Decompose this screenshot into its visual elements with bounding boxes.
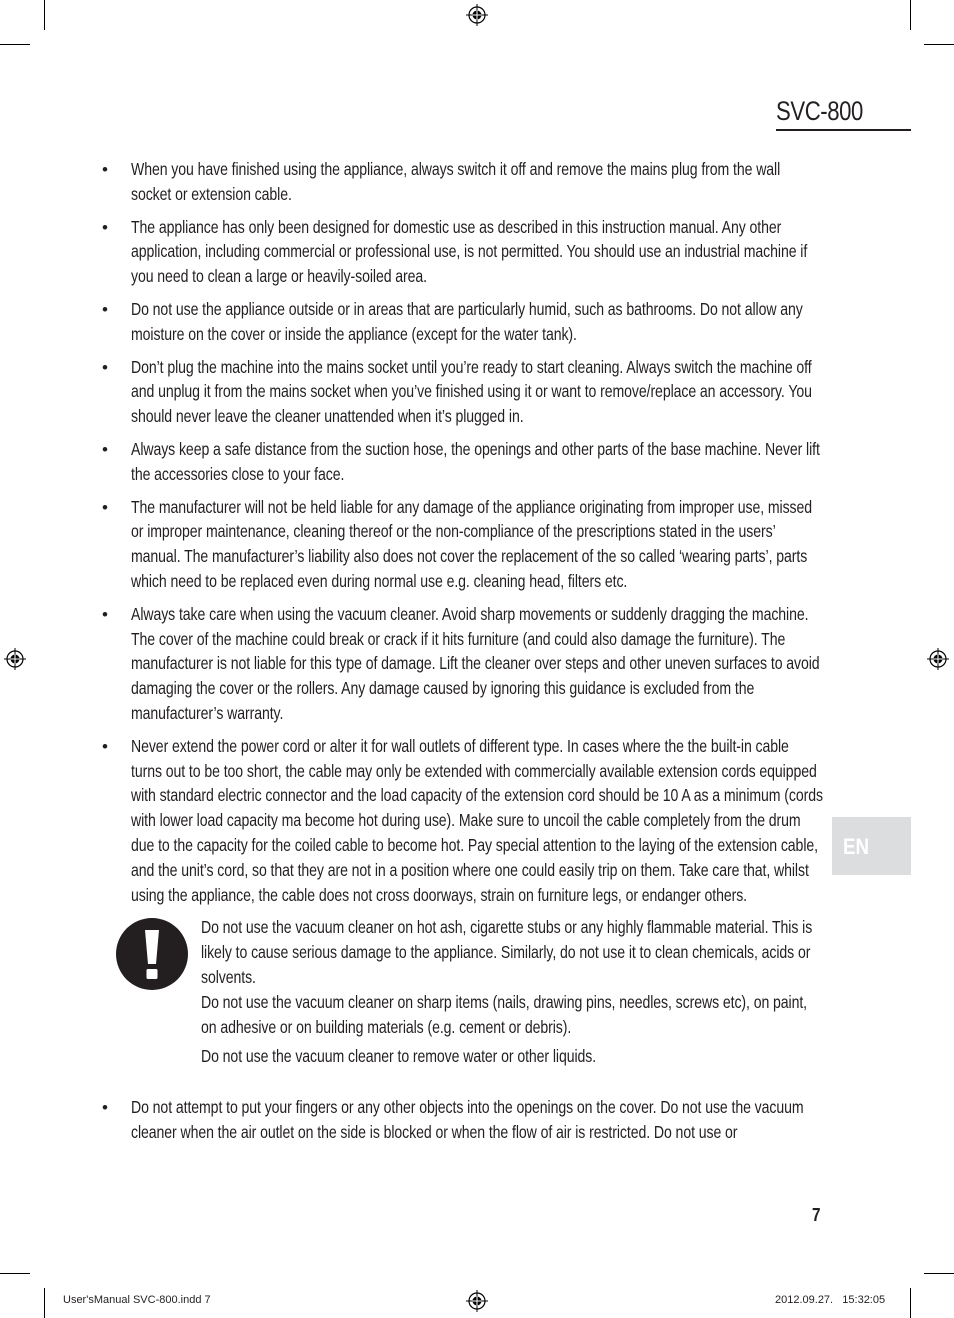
list-item-text: Always take care when using the vacuum cleaner. Avoid sharp movements or suddenly dragging the machine. The cover of the machine could break or crack if it hits furniture (and could also damage the furniture). The manufacturer is not liable for this type of damage. Lift the cleaner over steps and other uneven surfaces to avoid damaging the cover or the rollers. Any damage caused by ignoring this guidance is excluded from the manufacturer’s warranty.: [131, 603, 820, 723]
registration-mark-icon: [466, 1290, 488, 1312]
warning-block: [100, 915, 920, 1085]
list-item-text: Never extend the power cord or alter it for wall outlets of different type. In cases where the the built-in cable turns out to be too short, the cable may only be extended with commercially available extension cords equipped with standard electric connector and the load capacity of the extension cord should be 10 A as a minimum (cords with lower load capacity ma become hot during use). Make sure to uncoil the cable completely from the drum due to the capacity for the coiled cable to become hot. Pay special attention to the laying of the extension cable, and the unit’s cord, so that they are not in a position where one could easily trip on them. Take care that, whilst using the appliance, the cable does not cross doorways, strain on furniture legs, or endanger others.: [131, 735, 823, 905]
page-number: 7: [812, 1205, 821, 1225]
exclamation-icon: [115, 917, 189, 991]
instruction-list: [100, 157, 920, 1153]
crop-mark: [924, 44, 954, 45]
list-item: • The manufacturer will not be held liable for any damage of the appliance originating from improper use, missed or improper maintenance, cleaning thereof or the non-compliance of the prescriptions stated in the users’ manual. The manufacturer’s liability also does not cover the replacement of the so called ‘wearing parts’, parts which need to be replaced even during normal use e.g. cleaning head, filters etc.: [100, 495, 920, 594]
list-item-text: Don’t plug the machine into the mains socket until you’re ready to start cleaning. Always switch the machine off and unplug it from the mains socket when you’ve finished using it or want to remove/replace an accessory. You should never leave the cleaner unattended when it’s plugged in.: [131, 356, 812, 427]
list-item-text: The appliance has only been designed for domestic use as described in this instruction manual. Any other application, including commercial or professional use, is not permitted. You should use an industrial machine if you need to clean a large or heavily-soiled area.: [131, 216, 808, 287]
warning-text: [201, 915, 954, 1069]
list-item-text: The manufacturer will not be held liable for any damage of the appliance originating from improper use, missed or improper maintenance, cleaning thereof or the non-compliance of the prescriptions stated in the users’ manual. The manufacturer’s liability also does not cover the replacement of the so called ‘wearing parts’, parts which need to be replaced even during normal use e.g. cleaning head, filters etc.: [131, 496, 813, 591]
crop-mark: [0, 1273, 30, 1274]
language-label: EN: [843, 834, 869, 859]
warning-line: Do not use the vacuum cleaner on sharp items (nails, drawing pins, needles, screws etc), on paint, on adhesive or on building materials (e.g. cement or debris).: [201, 991, 808, 1037]
title-underline: [776, 129, 911, 131]
list-item-text: When you have finished using the appliance, always switch it off and remove the mains plug from the wall socket or extension cable.: [131, 159, 781, 204]
list-item: • When you have finished using the appliance, always switch it off and remove the mains plug from the wall socket or extension cable.: [100, 157, 920, 207]
list-item: • Don’t plug the machine into the mains socket until you’re ready to start cleaning. Always switch the machine off and unplug it from the mains socket when you’ve finished using it or want to remove/replace an accessory. You should never leave the cleaner unattended when it’s plugged in.: [100, 355, 920, 429]
list-item: • Never extend the power cord or alter it for wall outlets of different type. In cases where the the built-in cable turns out to be too short, the cable may only be extended with commercially available extension cords equipped with standard electric connector and the load capacity of the extension cord should be 10 A as a minimum (cords with lower load capacity ma become hot during use). Make sure to uncoil the cable completely from the drum due to the capacity for the coiled cable to become hot. Pay special attention to the laying of the extension cable, and the unit’s cord, so that they are not in a position where one could easily trip on them. Take care that, whilst using the appliance, the cable does not cross doorways, strain on furniture legs, or endanger others.: [100, 734, 920, 908]
list-item-text: Always keep a safe distance from the suction hose, the openings and other parts of the base machine. Never lift the accessories close to your face.: [131, 438, 820, 484]
crop-mark: [910, 1288, 911, 1318]
crop-mark: [0, 44, 30, 45]
warning-line: Do not use the vacuum cleaner to remove water or other liquids.: [201, 1046, 597, 1067]
list-item: • Do not use the appliance outside or in areas that are particularly humid, such as bathrooms. Do not allow any moisture on the cover or inside the appliance (except for the water tank).: [100, 297, 920, 347]
registration-mark-icon: [927, 648, 949, 670]
list-item: • Do not attempt to put your fingers or any other objects into the openings on the cover. Do not use the vacuum cleaner when the air outlet on the side is blocked or when the flow of air is restricted. Do not use or: [100, 1095, 920, 1145]
list-item: • The appliance has only been designed for domestic use as described in this instruction manual. Any other application, including commercial or professional use, is not permitted. You should use an industrial machine if you need to clean a large or heavily-soiled area.: [100, 215, 920, 289]
crop-mark: [910, 0, 911, 30]
list-item: • Always keep a safe distance from the suction hose, the openings and other parts of the base machine. Never lift the accessories close to your face.: [100, 437, 920, 487]
warning-line: Do not use the vacuum cleaner on hot ash, cigarette stubs or any highly flammable material. This is likely to cause serious damage to the appliance. Similarly, do not use it to clean chemicals, acids or solvents.: [201, 917, 813, 987]
crop-mark: [924, 1273, 954, 1274]
footer-datetime: 2012.09.27. 15:32:05: [775, 1294, 886, 1306]
registration-mark-icon: [466, 4, 488, 26]
registration-mark-icon: [4, 648, 26, 670]
model-title: SVC-800: [776, 96, 863, 126]
crop-mark: [44, 0, 45, 30]
list-item-text: Do not use the appliance outside or in areas that are particularly humid, such as bathrooms. Do not allow any moisture on the cover or inside the appliance (except for the water tank).: [131, 298, 803, 344]
list-item: • Always take care when using the vacuum cleaner. Avoid sharp movements or suddenly dragging the machine. The cover of the machine could break or crack if it hits furniture (and could also damage the furniture). The manufacturer is not liable for this type of damage. Lift the cleaner over steps and other uneven surfaces to avoid damaging the cover or the rollers. Any damage caused by ignoring this guidance is excluded from the manufacturer’s warranty.: [100, 602, 920, 726]
footer-filename: User'sManual SVC-800.indd 7: [63, 1294, 211, 1306]
crop-mark: [44, 1288, 45, 1318]
list-item-text: Do not attempt to put your fingers or any other objects into the openings on the cover. Do not use the vacuum cleaner when the air outlet on the side is blocked or when the flow of air is restricted. Do not use or: [131, 1097, 804, 1143]
